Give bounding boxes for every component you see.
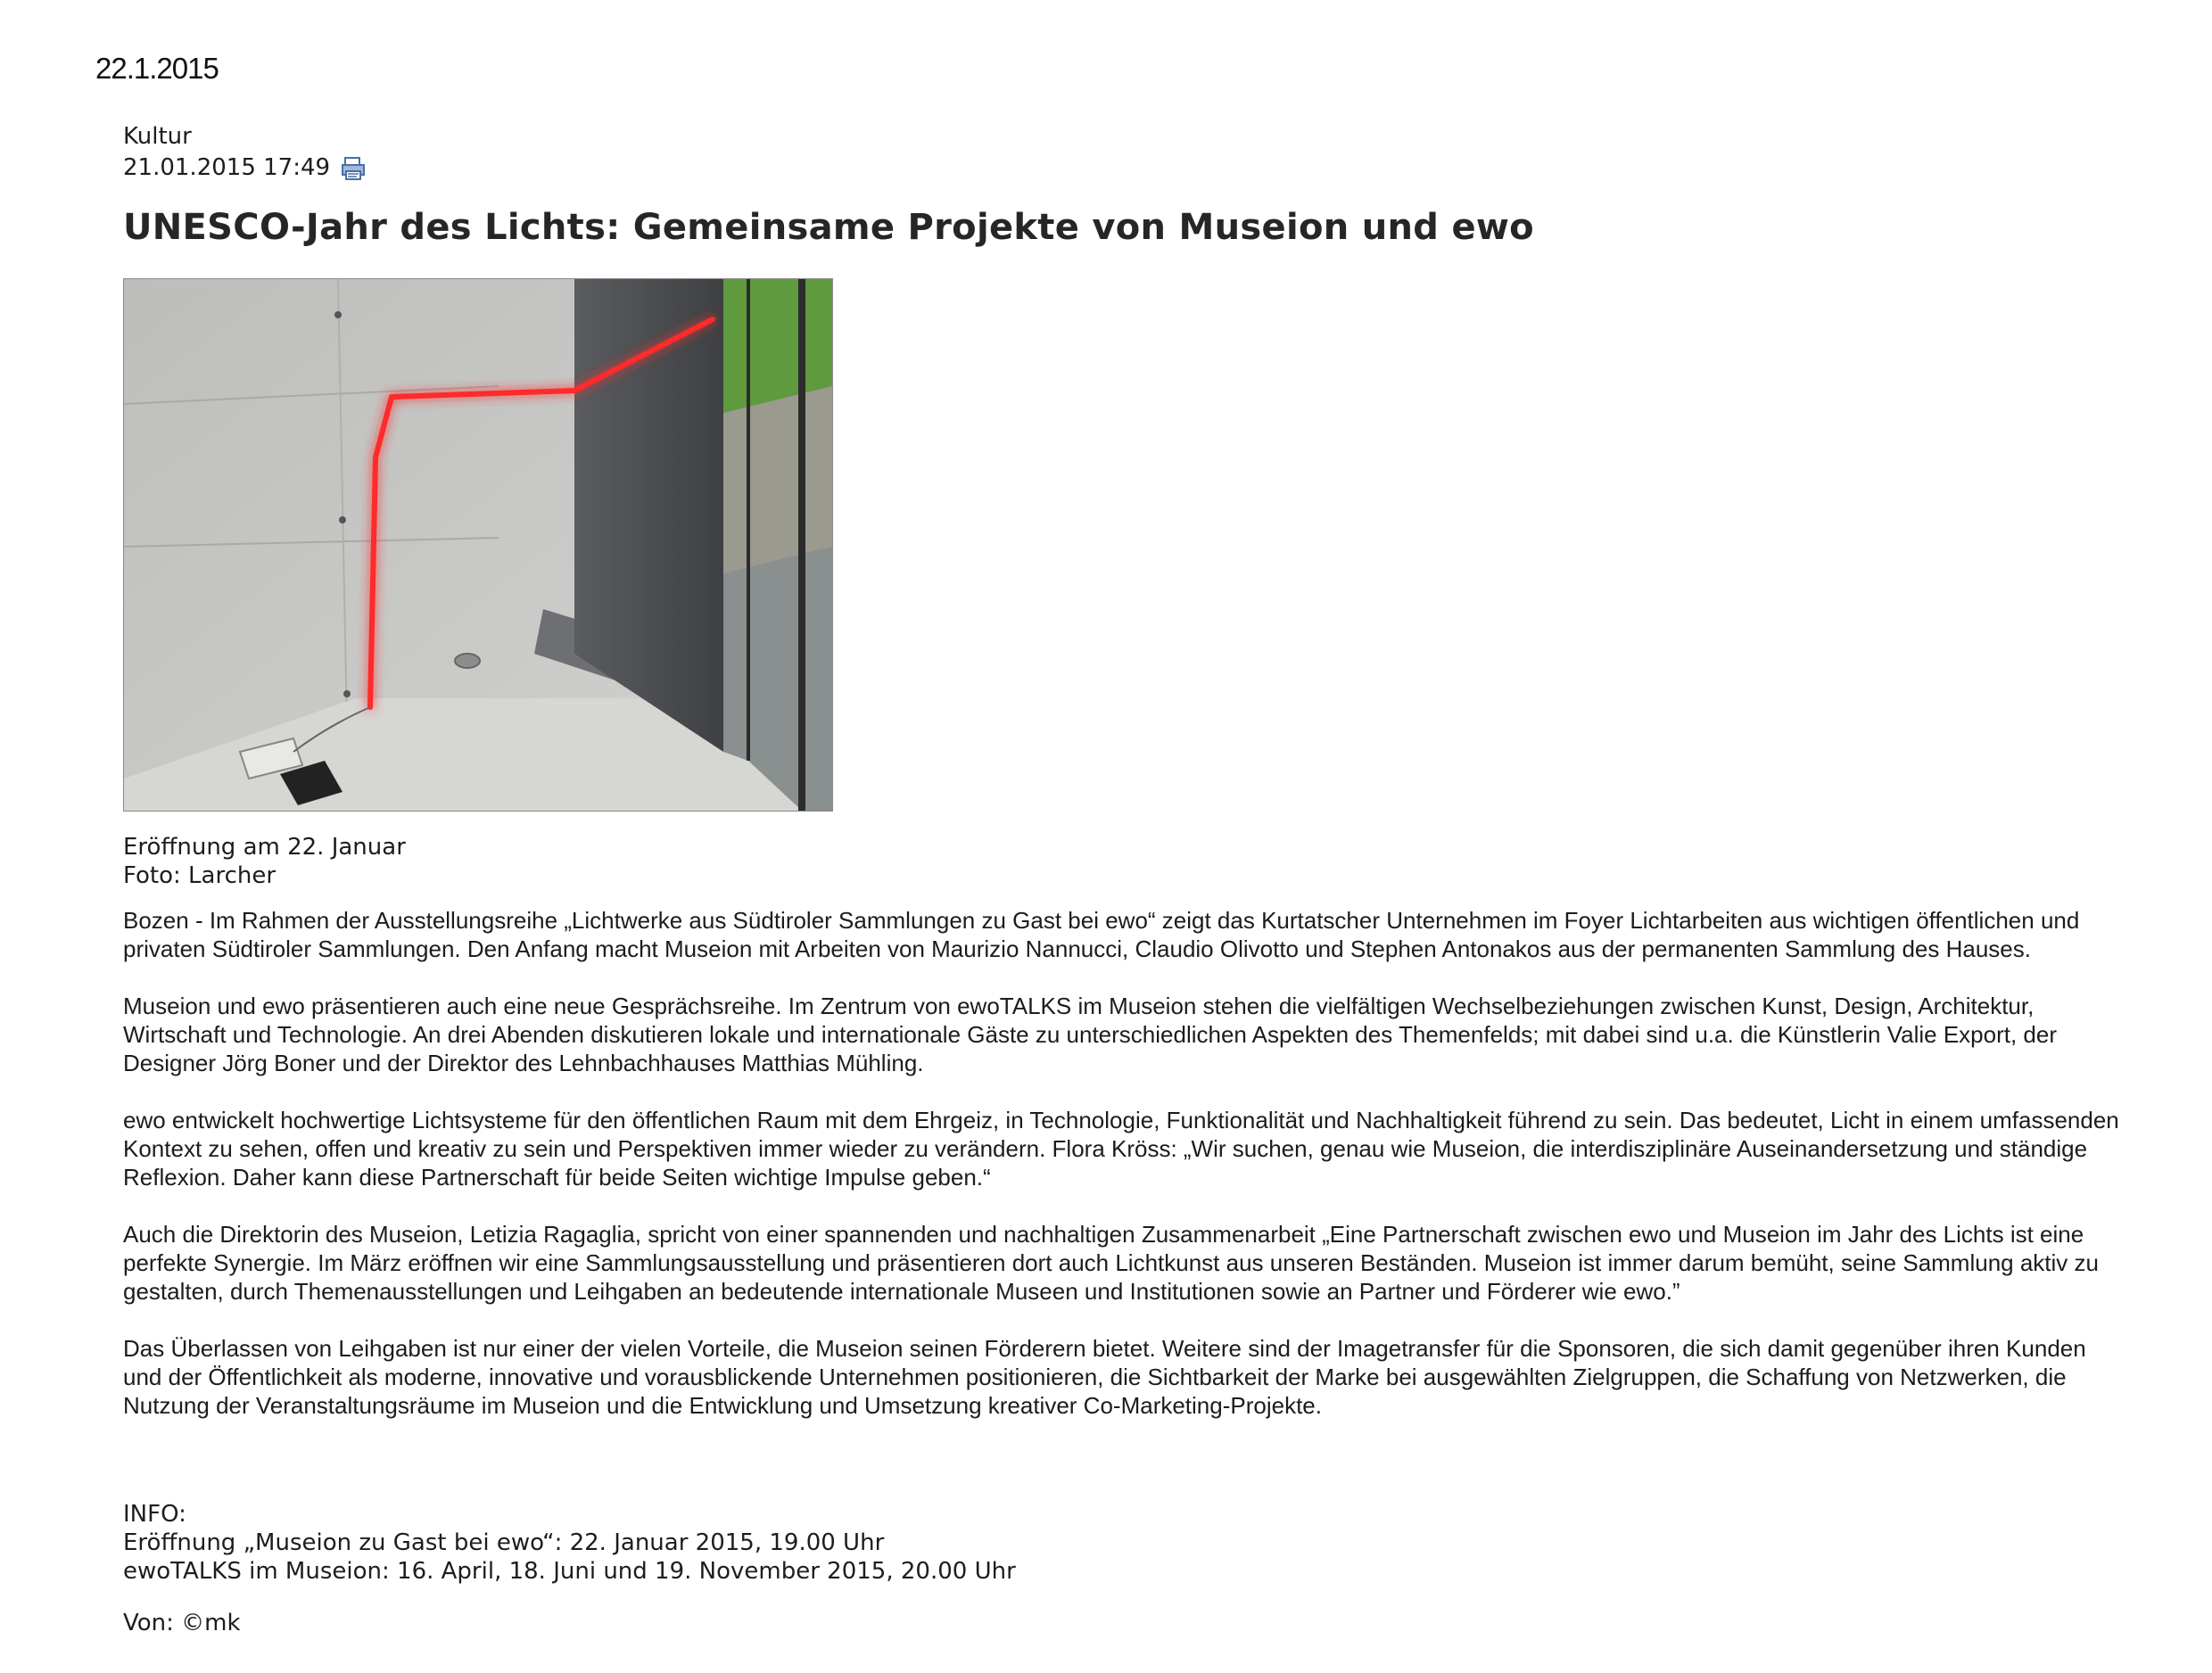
- info-label: INFO:: [123, 1501, 186, 1528]
- info-line-opening: Eröffnung „Museion zu Gast bei ewo“: 22. Januar 2015, 19.00 Uhr: [123, 1529, 885, 1556]
- neon-installation-photo: [124, 279, 832, 811]
- author-line: Von: ©mk: [123, 1610, 241, 1636]
- paragraph-3: ewo entwickelt hochwertige Lichtsysteme für den öffentlichen Raum mit dem Ehrgeiz, in Technologie, Funktionalität und Nachhaltigkeit führend zu sein. Das bedeutet, Licht in einem umfassenden Kontext zu sehen, offen und kreativ zu sein und Perspektiven immer wieder zu verändern. Flora Kröss: „Wir suchen, genau wie Museion, die interdisziplinäre Auseinandersetzung und ständige Reflexion. Daher kann diese Partnerschaft für beide Seiten wichtige Impulse geben.“: [123, 1107, 2119, 1191]
- caption-credit: Foto: Larcher: [123, 862, 276, 889]
- article-headline: UNESCO-Jahr des Lichts: Gemeinsame Projekte von Museion und ewo: [123, 207, 1534, 248]
- category-label: Kultur: [123, 123, 192, 150]
- caption-title: Eröffnung am 22. Januar: [123, 834, 406, 861]
- info-box: [123, 1500, 1016, 1586]
- paragraph-4: Auch die Direktorin des Museion, Letizia Ragaglia, spricht von einer spannenden und nachhaltigen Zusammenarbeit „Eine Partnerschaft zwischen ewo und Museion im Jahr des Lichts ist eine perfekte Synergie. Im März eröffnen wir eine Sammlungsausstellung und präsentieren dort auch Lichtkunst aus unseren Beständen. Museion ist immer darum bemüht, seine Sammlung aktiv zu gestalten, durch Themenausstellungen und Leihgaben an bedeutende internationale Museen und Institutionen sowie an Partner und Förderer wie ewo.”: [123, 1221, 2099, 1305]
- paragraph-1: Bozen - Im Rahmen der Ausstellungsreihe „Lichtwerke aus Südtiroler Sammlungen zu Gast bei ewo“ zeigt das Kurtatscher Unternehmen im Foyer Lichtarbeiten aus wichtigen öffentlichen und privaten Südtiroler Sammlungen. Den Anfang macht Museion mit Arbeiten von Maurizio Nannucci, Claudio Olivotto und Stephen Antonakos aus der permanenten Sammlung des Hauses.: [123, 907, 2080, 962]
- print-icon[interactable]: [341, 156, 366, 181]
- print-date: 22.1.2015: [95, 52, 219, 85]
- info-line-talks: ewoTALKS im Museion: 16. April, 18. Juni und 19. November 2015, 20.00 Uhr: [123, 1558, 1016, 1585]
- article-body: [123, 906, 2121, 1448]
- paragraph-2: Museion und ewo präsentieren auch eine neue Gesprächsreihe. Im Zentrum von ewoTALKS im Museion stehen die vielfältigen Wechselbeziehungen zwischen Kunst, Design, Architektur, Wirtschaft und Technologie. An drei Abenden diskutieren lokale und internationale Gäste zu unterschiedlichen Aspekten des Themenfelds; mit dabei sind u.a. die Künstlerin Valie Export, der Designer Jörg Boner und der Direktor des Lehnbachhauses Matthias Mühling.: [123, 993, 2057, 1076]
- paragraph-5: Das Überlassen von Leihgaben ist nur einer der vielen Vorteile, die Museion seinen Förderern bietet. Weitere sind der Imagetransfer für die Sponsoren, die sich damit gegenüber ihren Kunden und der Öffentlichkeit als moderne, innovative und vorausblickende Unternehmen positionieren, die Sichtbarkeit der Marke bei ausgewählten Zielgruppen, die Schaffung von Netzwerken, die Nutzung der Veranstaltungsräume im Museion und die Entwicklung und Umsetzung kreativer Co-Marketing-Projekte.: [123, 1335, 2086, 1419]
- timestamp-row: [123, 152, 366, 184]
- timestamp: 21.01.2015 17:49: [123, 154, 331, 181]
- article-meta: [123, 121, 366, 184]
- article-photo: [123, 278, 833, 812]
- photo-caption: [123, 833, 406, 890]
